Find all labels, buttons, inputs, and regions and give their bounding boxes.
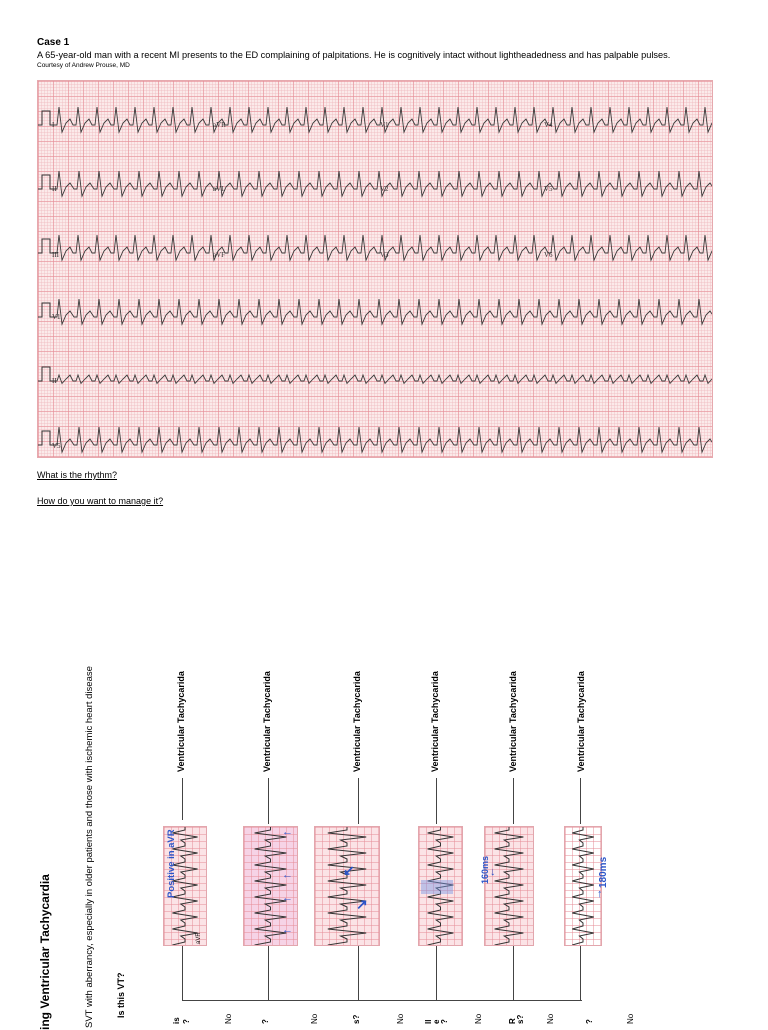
no-label: No bbox=[310, 1013, 319, 1024]
result-label: Ventricular Tachycarida bbox=[352, 671, 362, 772]
no-label: No bbox=[224, 1013, 233, 1024]
connector bbox=[513, 944, 514, 1000]
connector bbox=[358, 778, 359, 824]
question-fragment: s? bbox=[516, 1014, 525, 1024]
ecg-snippet-waveform bbox=[328, 827, 366, 945]
lead-label: aVL bbox=[213, 185, 226, 193]
lead-label: V5 bbox=[544, 185, 553, 193]
courtesy-line: Courtesy of Andrew Prouse, MD bbox=[37, 62, 130, 69]
connector bbox=[436, 944, 437, 1000]
lead-label: aVF bbox=[213, 251, 226, 259]
no-label: No bbox=[546, 1013, 555, 1024]
lead-label: V5 bbox=[52, 442, 61, 450]
connector bbox=[268, 944, 269, 1000]
lead-label: V6 bbox=[544, 251, 553, 259]
no-label: No bbox=[396, 1013, 405, 1024]
question-fragment: ll bbox=[424, 1019, 433, 1024]
question-fragment: ? bbox=[585, 1019, 594, 1024]
connector bbox=[580, 944, 581, 1000]
result-label: Ventricular Tachycarida bbox=[176, 671, 186, 772]
question-fragment: e bbox=[432, 1019, 441, 1024]
annotation-avr-lead: aVR bbox=[196, 932, 202, 944]
question-fragment: R bbox=[508, 1018, 517, 1024]
lead-label: I bbox=[52, 121, 55, 129]
question-fragment: ? bbox=[182, 1019, 191, 1024]
lead-label: II bbox=[52, 185, 57, 193]
question-fragment: is bbox=[172, 1017, 181, 1024]
result-label: Ventricular Tachycarida bbox=[430, 671, 440, 772]
result-label: Ventricular Tachycarida bbox=[262, 671, 272, 772]
connector bbox=[513, 778, 514, 824]
annotation-positive-avr: Positive in aVR bbox=[166, 829, 177, 898]
connector bbox=[436, 778, 437, 824]
connector bbox=[268, 778, 269, 824]
no-label: No bbox=[474, 1013, 483, 1024]
highlight-box bbox=[421, 880, 453, 894]
ecg-waveform bbox=[54, 427, 712, 452]
ecg-waveform bbox=[54, 299, 712, 324]
ecg-waveform bbox=[54, 375, 712, 383]
arrow-up-icon: ↑ bbox=[597, 888, 603, 900]
annotation-160ms: 160ms bbox=[480, 855, 490, 884]
arrow-left-icon: ← bbox=[282, 826, 293, 838]
question-fragment: s? bbox=[352, 1014, 361, 1024]
ecg-snippet-waveform bbox=[495, 827, 524, 945]
arrow-left-icon: ← bbox=[282, 892, 293, 904]
connector bbox=[182, 1000, 582, 1001]
annotation-180ms: 180ms bbox=[598, 856, 609, 888]
result-label: Ventricular Tachycarida bbox=[576, 671, 586, 772]
flowchart-subtitle: SVT with aberrancy, especially in older patients and those with ischemic heart disease bbox=[84, 666, 95, 1028]
result-label: Ventricular Tachycarida bbox=[508, 671, 518, 772]
connector bbox=[182, 778, 183, 820]
ecg-tracings bbox=[38, 81, 712, 457]
no-label: No bbox=[626, 1013, 635, 1024]
lead-label: V4 bbox=[544, 121, 553, 129]
arrow-down-left-icon: ↙ bbox=[343, 862, 355, 878]
lead-label: III bbox=[52, 251, 59, 259]
lead-label: aVR bbox=[213, 121, 226, 129]
ecg-snippet-3 bbox=[314, 826, 380, 946]
case-description: A 65-year-old man with a recent MI presents to the ED complaining of palpitations. He is cognitively intact without lightheadedness and has palpable pulses. bbox=[37, 50, 671, 60]
case-title: Case 1 bbox=[37, 37, 70, 48]
arrow-down-icon: ↓ bbox=[490, 866, 496, 878]
connector bbox=[358, 944, 359, 1000]
lead-label: V2 bbox=[380, 185, 389, 193]
arrow-left-icon: ← bbox=[282, 924, 293, 936]
ecg-snippet-160 bbox=[484, 826, 534, 946]
connector bbox=[580, 778, 581, 824]
question-rhythm: What is the rhythm? bbox=[37, 470, 118, 480]
flowchart-title: ing Ventricular Tachycardia bbox=[38, 874, 52, 1030]
lead-label: V1 bbox=[380, 121, 389, 129]
question-fragment: ? bbox=[261, 1019, 270, 1024]
question-fragment: ? bbox=[440, 1019, 449, 1024]
lead-label: II bbox=[52, 377, 57, 385]
flowchart-question: Is this VT? bbox=[116, 972, 126, 1018]
ecg-snippet-180 bbox=[564, 826, 602, 946]
ecg-snippet-waveform bbox=[572, 827, 594, 945]
connector bbox=[182, 946, 183, 1000]
arrow-left-icon: ← bbox=[282, 869, 293, 881]
question-management: How do you want to manage it? bbox=[37, 496, 164, 506]
lead-label: V1 bbox=[52, 313, 61, 321]
lead-label: V3 bbox=[380, 251, 389, 259]
ecg-12-lead bbox=[37, 80, 713, 458]
arrow-up-right-icon: ↗ bbox=[356, 896, 368, 912]
